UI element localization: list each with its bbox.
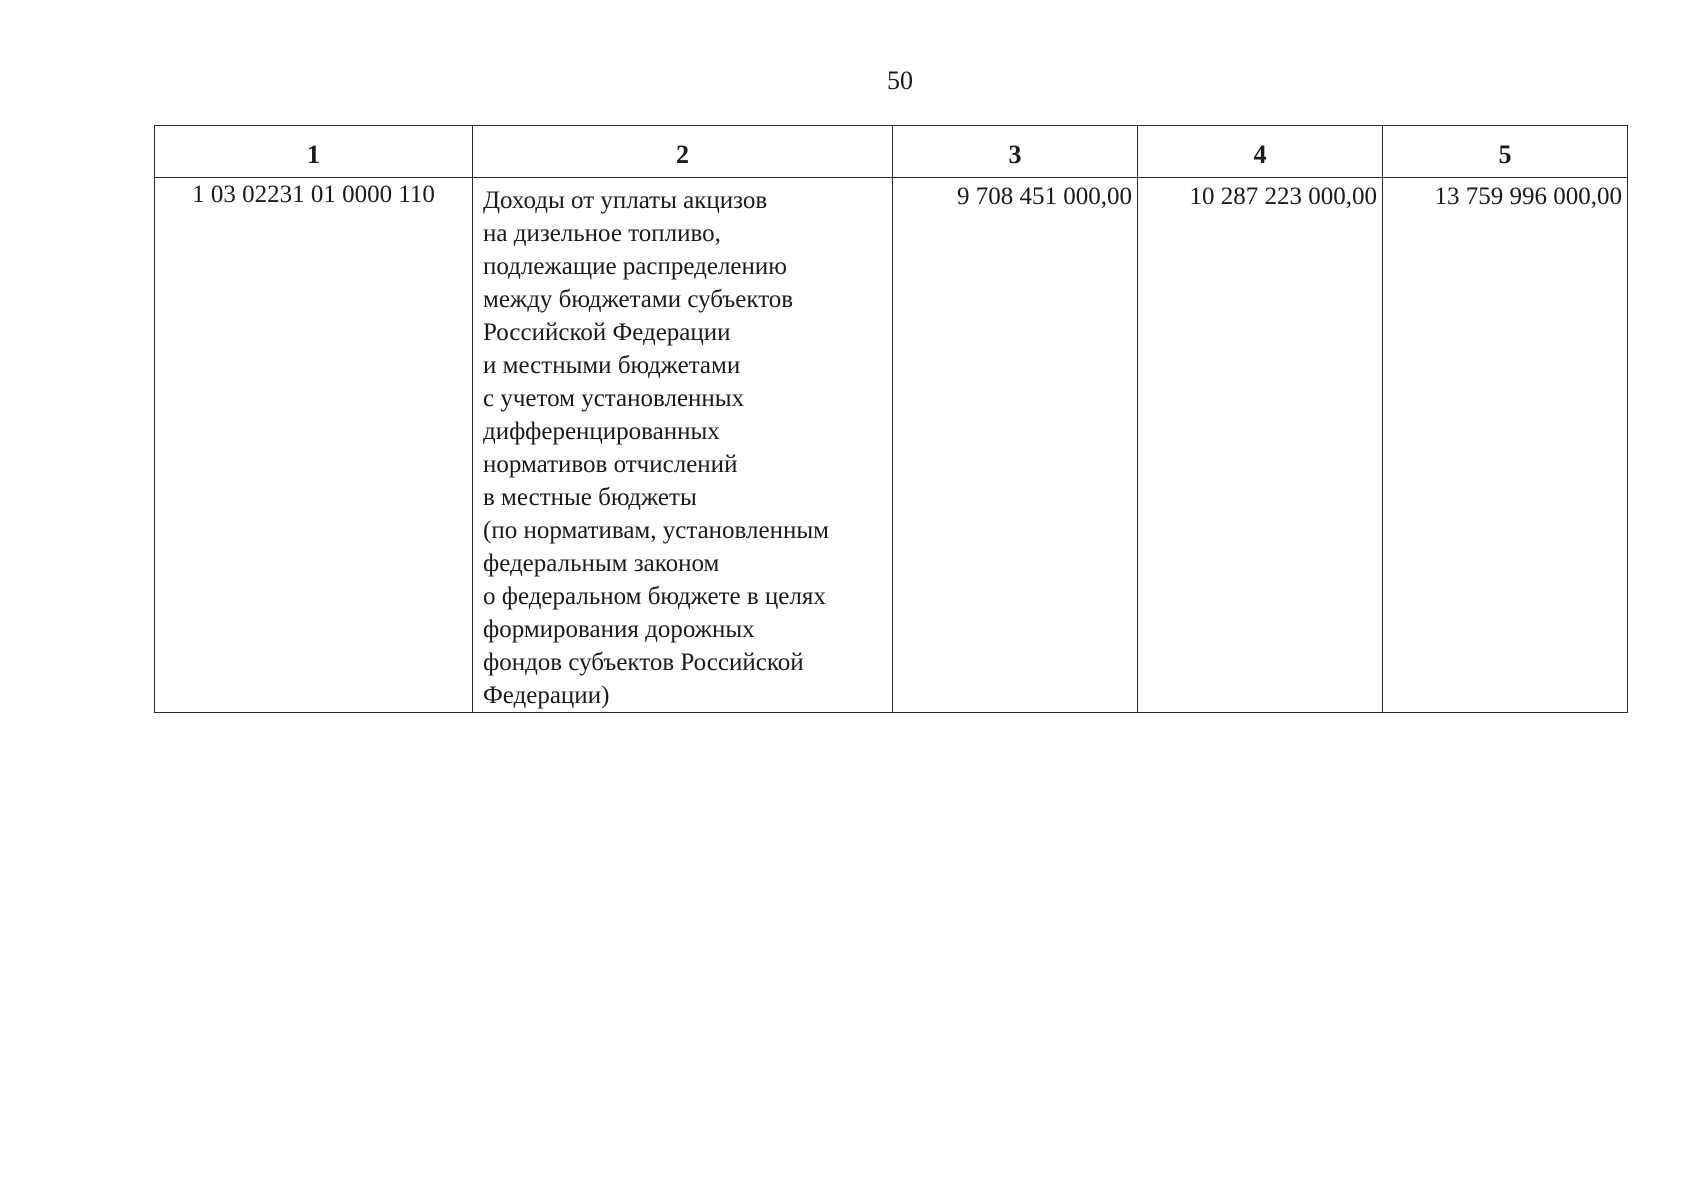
column-header-1: 1 [155,126,473,178]
description-line: Доходы от уплаты акцизов [483,187,768,214]
description-line: между бюджетами субъектов [483,286,794,313]
column-header-5: 5 [1383,126,1628,178]
description-line: подлежащие распределению [483,253,787,280]
amount-column-3: 9 708 451 000,00 [893,178,1138,713]
description-line: (по нормативам, установленным [483,517,829,544]
column-header-2: 2 [473,126,893,178]
description-line: с учетом установленных [483,385,745,412]
description-line: Российской Федерации [483,319,731,346]
description-line: нормативов отчислений [483,451,738,478]
description-line: дифференцированных [483,418,720,445]
amount-column-5: 13 759 996 000,00 [1383,178,1628,713]
column-header-3: 3 [893,126,1138,178]
description-line: Федерации) [483,682,610,709]
description-line: фондов субъектов Российской [483,649,804,676]
column-header-4: 4 [1138,126,1383,178]
description-line: о федеральном бюджете в целях [483,583,826,610]
description-line: на дизельное топливо, [483,220,721,247]
table-row [155,178,1628,713]
description-line: формирования дорожных [483,616,755,643]
amount-column-4: 10 287 223 000,00 [1138,178,1383,713]
budget-revenue-table [154,125,1628,713]
budget-classification-code: 1 03 02231 01 0000 110 [155,178,473,713]
page-number: 50 [887,66,913,95]
revenue-description [473,178,893,713]
description-line: в местные бюджеты [483,484,697,511]
table-header-row [155,126,1628,178]
description-line: федеральным законом [483,550,720,577]
description-line: и местными бюджетами [483,352,741,379]
